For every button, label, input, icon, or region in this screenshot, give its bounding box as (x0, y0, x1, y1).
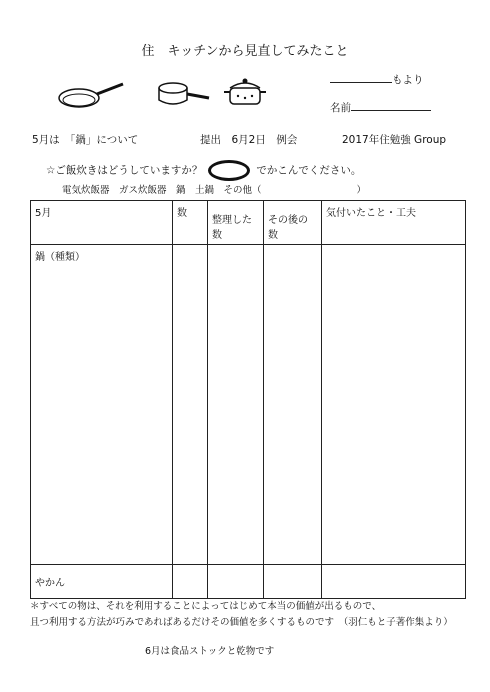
record-table (30, 200, 466, 599)
row-label-kettle: やかん (31, 565, 173, 599)
oval-mark-icon (208, 160, 250, 181)
row-label-pots: 鍋（種類） (31, 245, 173, 565)
group-name: 2017年住勉強 Group (342, 134, 447, 146)
table-row (31, 565, 466, 599)
next-month-note: 6月は食品ストックと乾物です (145, 646, 275, 657)
rice-options: 電気炊飯器 ガス炊飯器 鍋 土鍋 その他（ ） (62, 185, 367, 196)
name-label: 名前 (330, 102, 351, 114)
submit-date: 提出 6月2日 例会 (200, 134, 298, 146)
group-suffix: もより (392, 74, 424, 86)
name-field[interactable] (330, 100, 431, 115)
table-header-row (31, 201, 466, 245)
quote-line-1: ＊すべての物は、それを利用することによってはじめて本当の価値が出るもので、 (30, 601, 382, 612)
cell-notes[interactable] (322, 565, 466, 599)
quote-line-2: 且つ利用する方法が巧みであればあるだけその価値を多くするものです （羽仁もと子著作集より） (30, 617, 453, 628)
rice-question (46, 160, 361, 181)
frying-pan-icon (55, 78, 127, 114)
cell-after[interactable] (264, 245, 322, 565)
cell-count[interactable] (173, 565, 208, 599)
group-field[interactable] (330, 72, 424, 87)
header-after: その後の数 (264, 201, 322, 245)
page-title: 住 キッチンから見直してみたこと (141, 44, 349, 59)
pot-icon (222, 76, 268, 110)
cell-sorted[interactable] (208, 245, 264, 565)
question-suffix: でかこんでください。 (256, 164, 362, 177)
month-topic: 5月は 「鍋」について (32, 134, 139, 146)
cell-after[interactable] (264, 565, 322, 599)
question-prefix: ☆ご飯炊きはどうしていますか？ (46, 164, 203, 177)
header-count: 数 (173, 201, 208, 245)
table-row (31, 245, 466, 565)
header-month: 5月 (31, 201, 173, 245)
cell-notes[interactable] (322, 245, 466, 565)
header-notes: 気付いたこと・工夫 (322, 201, 466, 245)
cell-count[interactable] (173, 245, 208, 565)
cell-sorted[interactable] (208, 565, 264, 599)
header-sorted: 整理した数 (208, 201, 264, 245)
saucepan-icon (155, 78, 211, 110)
